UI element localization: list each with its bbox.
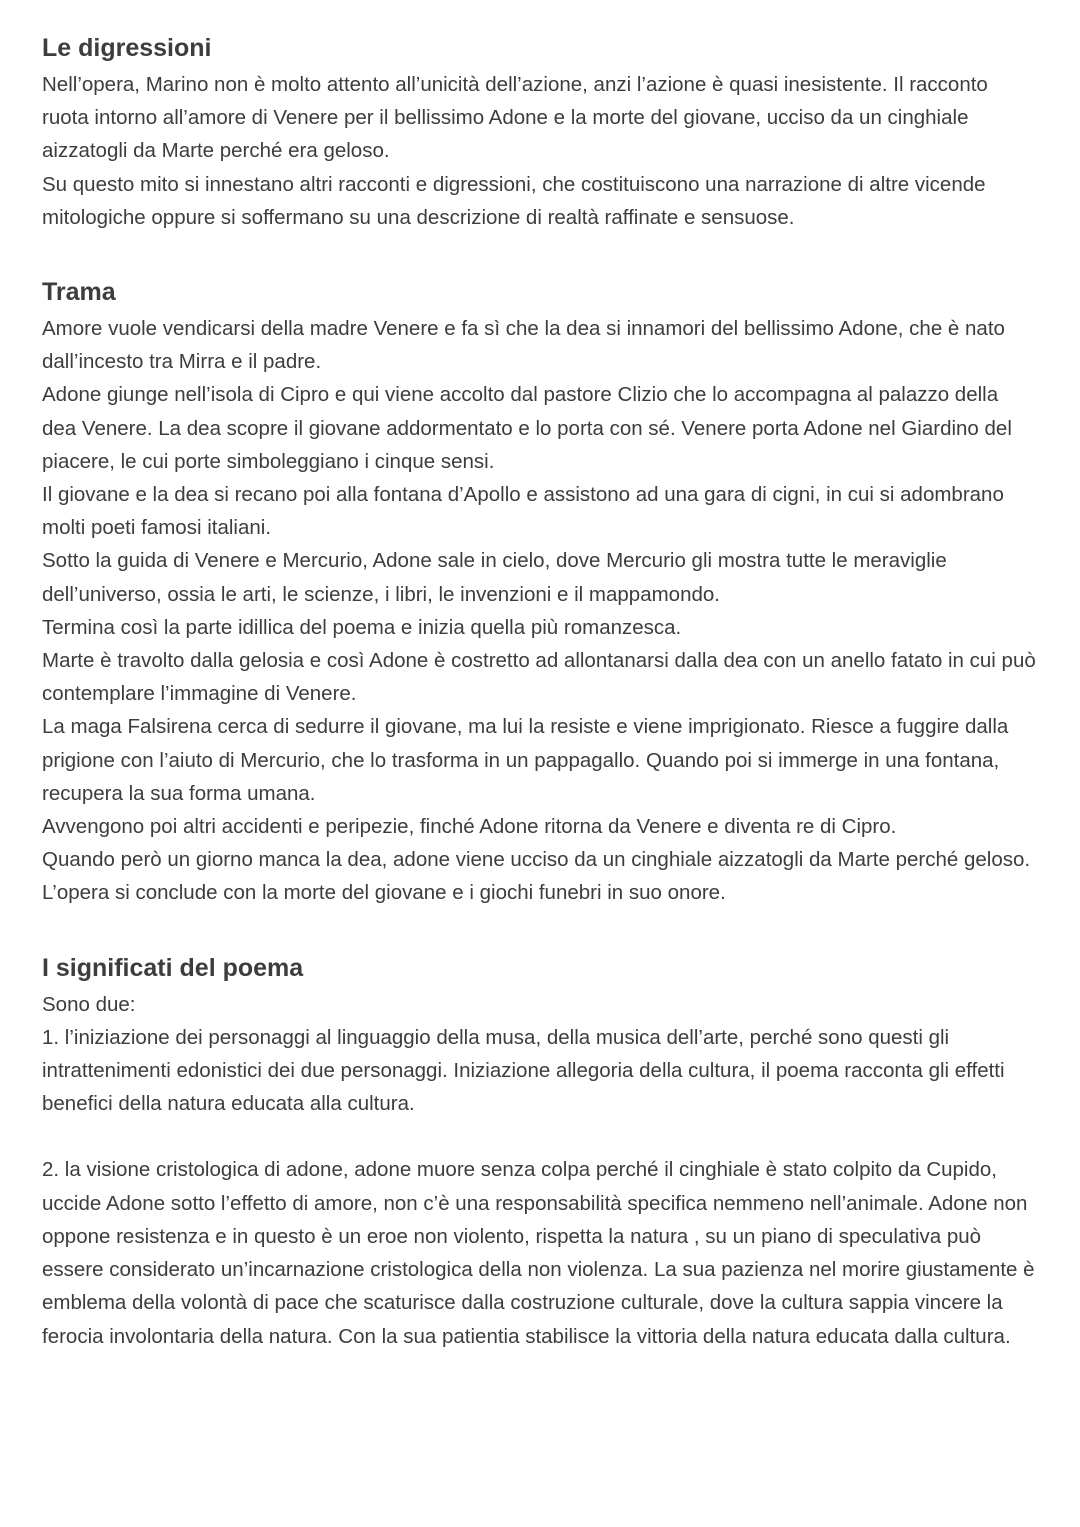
paragraph: Sotto la guida di Venere e Mercurio, Adone sale in cielo, dove Mercurio gli mostra tutte le meraviglie dell’universo, ossia le arti, le scienze, i libri, le invenzioni e il mappamondo. — [42, 549, 947, 606]
section-title: Trama — [42, 278, 116, 307]
paragraph: Il giovane e la dea si recano poi alla fontana d’Apollo e assistono ad una gara di cigni, in cui si adombrano molti poeti famosi italiani. — [42, 483, 1004, 540]
paragraph: La maga Falsirena cerca di sedurre il giovane, ma lui la resiste e viene imprigionato. Riesce a fuggire dalla prigione con l’aiuto di Mercurio, che lo trasforma in un pappagallo. Quando poi si immerge in una fontana, recupera la sua forma umana. — [42, 715, 1009, 805]
section-title: I significati del poema — [42, 953, 304, 982]
spacer — [42, 910, 1038, 950]
paragraph: L’opera si conclude con la morte del giovane e i giochi funebri in suo onore. — [42, 881, 726, 905]
section-title: Le digressioni — [42, 34, 212, 62]
paragraph: Nell’opera, Marino non è molto attento all’unicità dell’azione, anzi l’azione è quasi inesistente. Il racconto ruota intorno all’amore di Venere per il bellissimo Adone e la morte del giovane, ucciso da un cinghiale aizzatogli da Marte perché era geloso. — [42, 73, 988, 163]
paragraph: Adone giunge nell’isola di Cipro e qui viene accolto dal pastore Clizio che lo accompagna al palazzo della dea Venere. La dea scopre il giovane addormentato e lo porta con sé. Venere porta Adone nel Giardino del piacere, le cui porte simboleggiano i cinque sensi. — [42, 383, 1012, 473]
paragraph: 1. l’iniziazione dei personaggi al linguaggio della musa, della musica dell’arte, perché sono questi gli intrattenimenti edonistici dei due personaggi. Iniziazione allegoria della cultura, il poema racconta gli effetti benefici della natura educata alla cultura. — [42, 1025, 1005, 1116]
paragraph: Avvengono poi altri accidenti e peripezie, finché Adone ritorna da Venere e diventa re di Cipro. — [42, 815, 897, 839]
section-digressioni — [42, 30, 1038, 234]
section-significati — [42, 950, 1038, 1353]
paragraph: Termina così la parte idillica del poema e inizia quella più romanzesca. — [42, 615, 682, 639]
spacer — [42, 234, 1038, 274]
spacer — [42, 1120, 1038, 1153]
paragraph: Sono due: — [42, 992, 136, 1016]
paragraph: Quando però un giorno manca la dea, adone viene ucciso da un cinghiale aizzatogli da Marte perché geloso. — [42, 848, 1031, 872]
paragraph: Marte è travolto dalla gelosia e così Adone è costretto ad allontanarsi dalla dea con un anello fatato in cui può contemplare l’immagine di Venere. — [42, 649, 1036, 706]
paragraph: 2. la visione cristologica di adone, adone muore senza colpa perché il cinghiale è stato colpito da Cupido, uccide Adone sotto l’effetto di amore, non c’è una responsabilità specifica nemmeno nell’animale. Adone non oppone resistenza e in questo è un eroe non violento, rispetta la natura , su un piano di speculativa può essere considerato un’incarnazione cristologica della non violenza. La sua pazienza nel morire giustamente è emblema della volontà di pace che scaturisce dalla costruzione culturale, dove la cultura sappia vincere la ferocia involontaria della natura. Con la sua patientia stabilisce la vittoria della natura educata dalla cultura. — [42, 1158, 1035, 1348]
paragraph: Su questo mito si innestano altri racconti e digressioni, che costituiscono una narrazione di altre vicende mitologiche oppure si soffermano su una descrizione di realtà raffinate e sensuose. — [42, 172, 986, 229]
paragraph: Amore vuole vendicarsi della madre Venere e fa sì che la dea si innamori del bellissimo Adone, che è nato dall’incesto tra Mirra e il padre. — [42, 317, 1005, 374]
section-trama — [42, 274, 1038, 910]
